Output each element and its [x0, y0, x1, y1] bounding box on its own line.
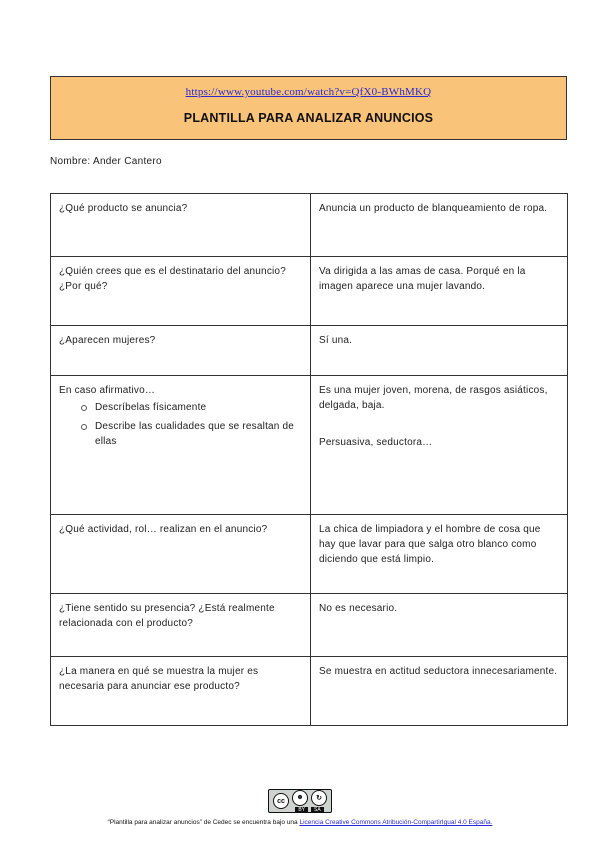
question-cell: ¿La manera en qué se muestra la mujer es necesaria para anunciar ese producto?	[51, 657, 311, 726]
cc-license-badge[interactable]	[268, 789, 332, 813]
table-row	[51, 376, 568, 515]
table-row	[51, 194, 568, 257]
license-text	[0, 819, 600, 826]
video-link[interactable]: https://www.youtube.com/watch?v=QfX0-BWhMKQ	[185, 86, 432, 98]
table-row	[51, 257, 568, 326]
analysis-table	[50, 193, 568, 726]
question-cell: ¿Qué producto se anuncia?	[51, 194, 311, 257]
header-box	[50, 76, 567, 140]
sub-question-list	[59, 400, 302, 449]
cc-icon: cc	[273, 793, 289, 809]
answer-cell[interactable]: No es necesario.	[311, 594, 568, 657]
page-title: PLANTILLA PARA ANALIZAR ANUNCIOS	[183, 111, 434, 125]
answer-cell[interactable]: Va dirigida a las amas de casa. Porqué en la imagen aparece una mujer lavando.	[311, 257, 568, 326]
sub-question-item: Describe las cualidades que se resaltan de ellas	[81, 419, 302, 449]
question-cell: ¿Quién crees que es el destinatario del anuncio? ¿Por qué?	[51, 257, 311, 326]
student-name: Nombre: Ander Cantero	[50, 156, 162, 167]
table-row	[51, 594, 568, 657]
answer-cell[interactable]	[311, 376, 568, 515]
answer-cell[interactable]: Anuncia un producto de blanqueamiento de ropa.	[311, 194, 568, 257]
answer-qualities: Persuasiva, seductora…	[319, 437, 433, 448]
answer-physical: Es una mujer joven, morena, de rasgos asiáticos, delgada, baja.	[319, 385, 548, 411]
attribution-icon: ☻	[292, 790, 308, 806]
license-prefix: “Plantilla para analizar anuncios” de Cedec se encuentra bajo una	[107, 819, 300, 826]
cc-by-sa-icons	[292, 790, 327, 813]
question-intro: En caso afirmativo…	[59, 385, 156, 396]
question-cell: ¿Aparecen mujeres?	[51, 326, 311, 376]
license-link[interactable]: Licencia Creative Commons Atribución-CompartirIgual 4.0 España.	[299, 819, 493, 826]
question-cell	[51, 376, 311, 515]
answer-cell[interactable]: La chica de limpiadora y el hombre de cosa que hay que lavar para que salga otro blanco como diciendo que está limpio.	[311, 515, 568, 594]
sub-question-item: Descríbelas físicamente	[81, 400, 302, 415]
by-label: BY	[295, 807, 308, 813]
answer-cell[interactable]: Se muestra en actitud seductora innecesariamente.	[311, 657, 568, 726]
question-cell: ¿Tiene sentido su presencia? ¿Está realmente relacionada con el producto?	[51, 594, 311, 657]
table-row	[51, 515, 568, 594]
footer	[0, 789, 600, 826]
sa-label: SA	[311, 807, 324, 813]
share-alike-icon: ↻	[311, 790, 327, 806]
answer-cell[interactable]: Sí una.	[311, 326, 568, 376]
question-cell: ¿Qué actividad, rol… realizan en el anuncio?	[51, 515, 311, 594]
table-row	[51, 326, 568, 376]
table-row	[51, 657, 568, 726]
